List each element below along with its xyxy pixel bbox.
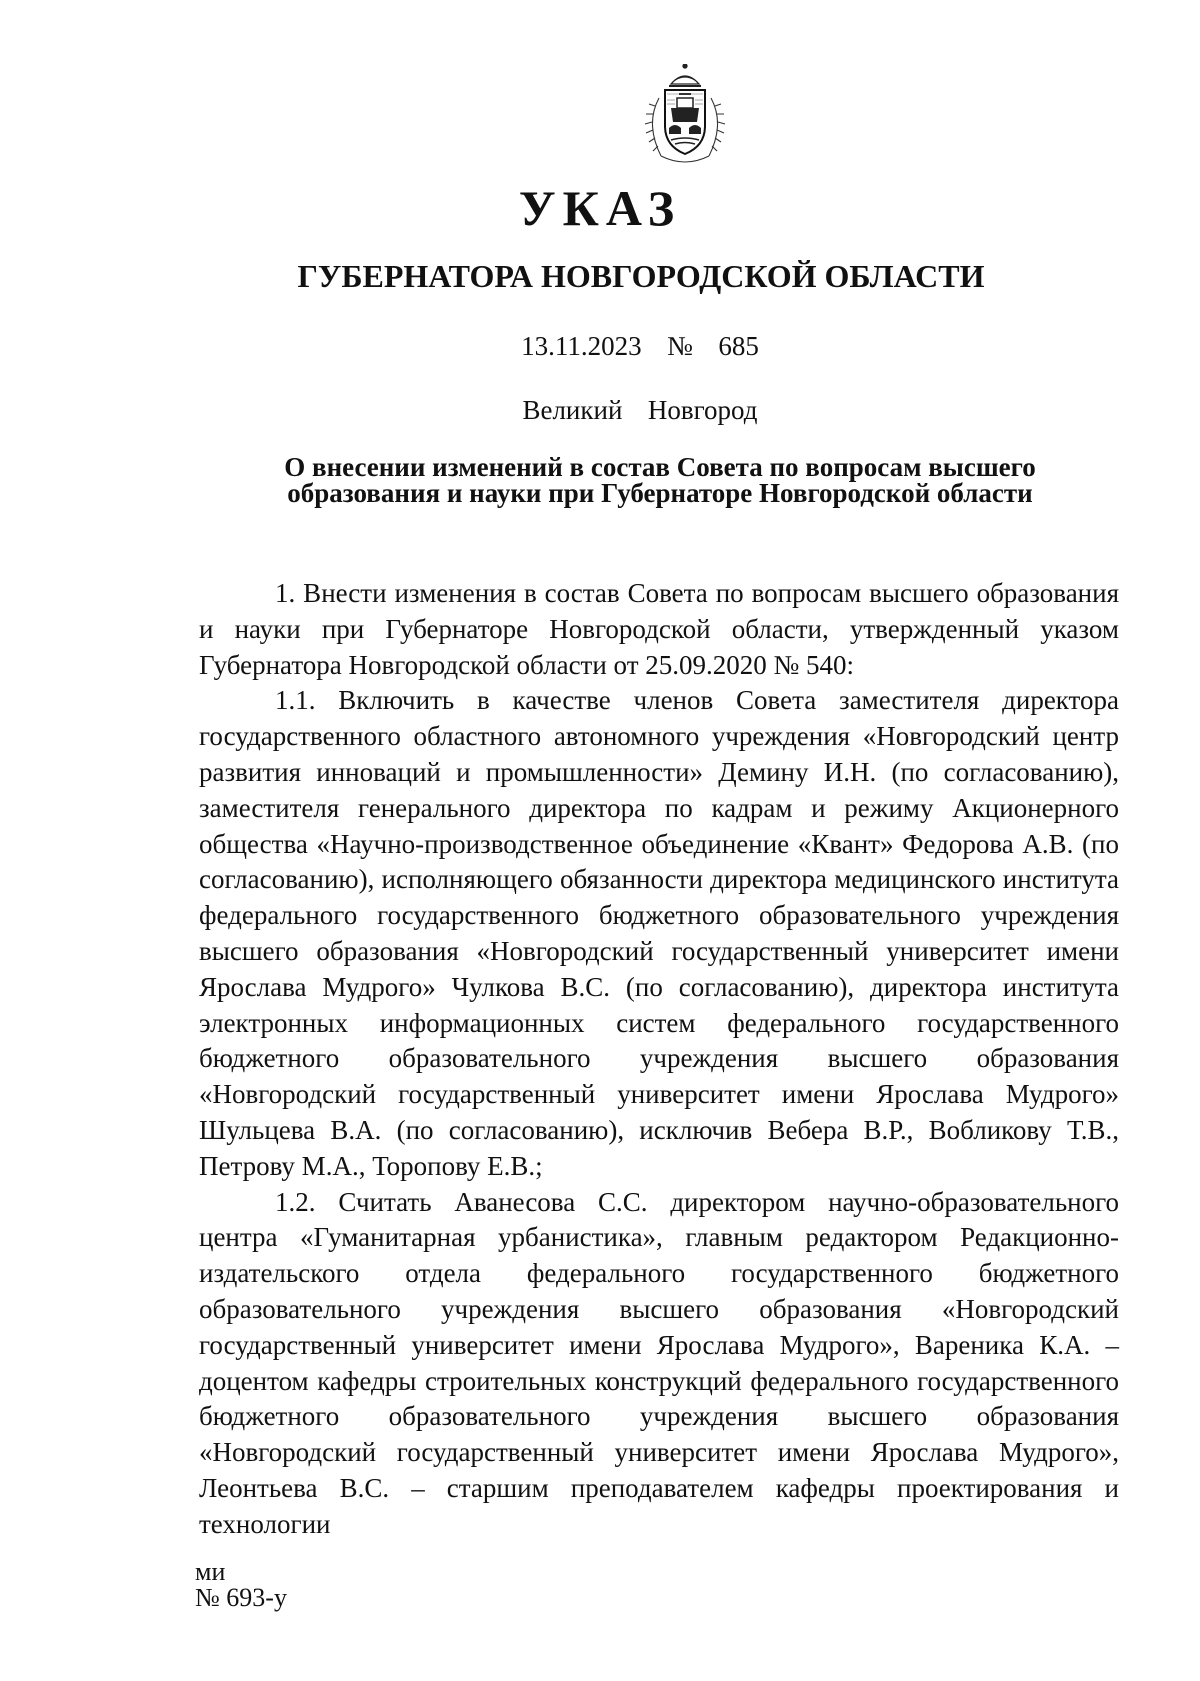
novgorod-coat-of-arms-icon <box>641 64 729 168</box>
coat-of-arms-emblem <box>641 64 729 168</box>
subject-line-1: О внесении изменений в состав Совета по вопросам высшего <box>284 452 1036 482</box>
footer-reference <box>195 1559 287 1611</box>
issuer-title: ГУБЕРНАТОРА НОВГОРОДСКОЙ ОБЛАСТИ <box>297 258 985 294</box>
document-type-title: УКАЗ <box>518 180 682 236</box>
document-subject <box>200 454 1120 506</box>
paragraph-1-2: 1.2. Считать Аванесова С.С. директором научно-образовательного центра «Гуманитарная урбанистика», главным редактором Редакционно-издательского отдела федерального государственного бюджетного образовательного учреждения высшего образования «Новгородский государственный университет имени Ярослава Мудрого», Вареника К.А. – доцентом кафедры строительных конструкций федерального государственного бюджетного образовательного учреждения высшего образования «Новгородский государственный университет имени Ярослава Мудрого», Леонтьева В.С. – старшим преподавателем кафедры проектирования и технологии <box>199 1186 1119 1539</box>
city-name: Великий Новгород <box>522 395 758 425</box>
date-number: 13.11.2023 № 685 <box>521 331 759 361</box>
document-body <box>199 576 1119 1543</box>
footer-initials: ми <box>195 1557 226 1586</box>
subject-line-2: образования и науки при Губернаторе Новгородской области <box>287 478 1033 508</box>
paragraph-1: 1. Внести изменения в состав Совета по вопросам высшего образования и науки при Губернаторе Новгородской области, утвержденный указом Губернатора Новгородской области от 25.09.2020 № 540: <box>199 578 1119 680</box>
paragraph-1-1: 1.1. Включить в качестве членов Совета заместителя директора государственного областного автономного учреждения «Новгородский центр развития инноваций и промышленности» Демину И.Н. (по согласованию), заместителя генерального директора по кадрам и режиму Акционерного общества «Научно-производственное объединение «Квант» Федорова А.В. (по согласованию), исполняющего обязанности директора медицинского института федерального государственного бюджетного образовательного учреждения высшего образования «Новгородский государственный университет имени Ярослава Мудрого» Чулкова В.С. (по согласованию), директора института электронных информационных систем федерального государственного бюджетного образовательного учреждения высшего образования «Новгородский государственный университет имени Ярослава Мудрого» Шульцева В.А. (по согласованию), исключив Вебера В.Р., Вобликову Т.В., Петрову М.А., Торопову Е.В.; <box>199 685 1119 1181</box>
footer-ref-number: № 693-у <box>195 1583 287 1612</box>
